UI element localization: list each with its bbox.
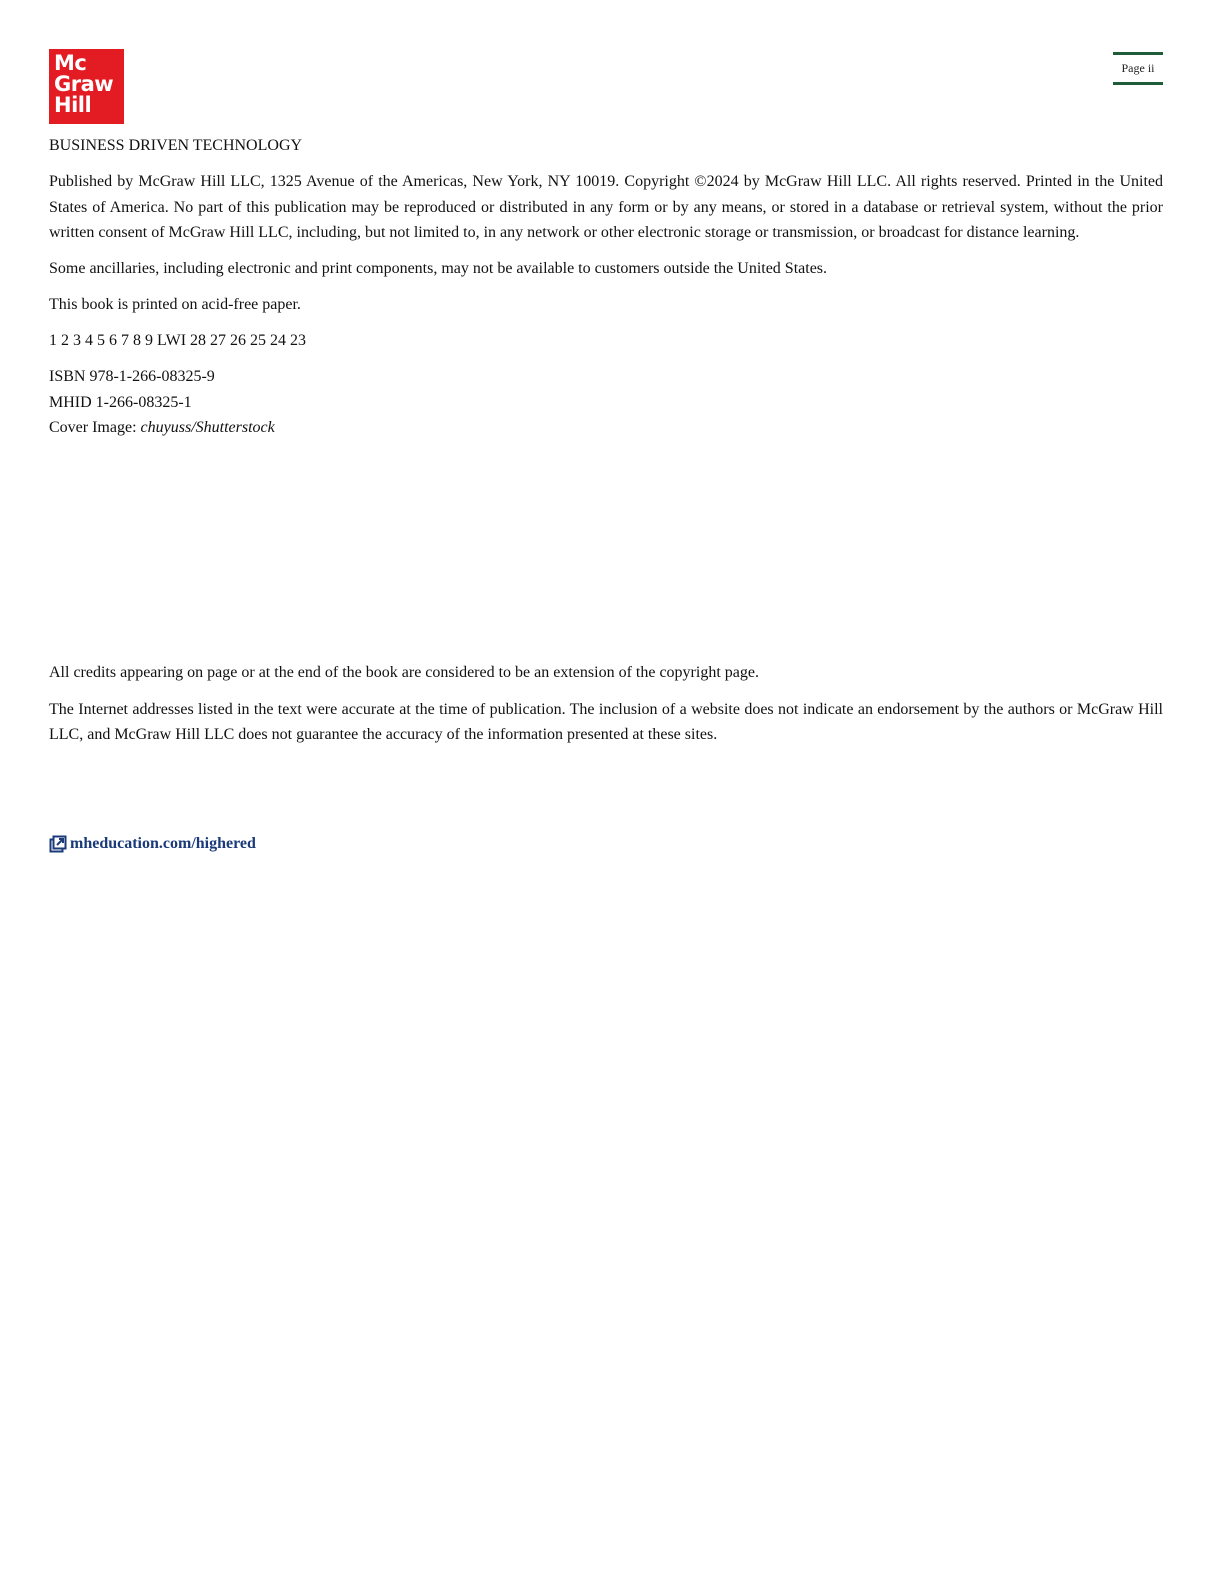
logo-line-3: Hill xyxy=(54,93,92,117)
website-link[interactable]: mheducation.com/highered xyxy=(70,835,256,852)
mhid: MHID 1-266-08325-1 xyxy=(49,393,192,411)
copyright-content xyxy=(49,133,1163,441)
logo-line-1: Mc xyxy=(54,51,87,75)
credits-note: All credits appearing on page or at the end of the book are considered to be an extension of the copyright page. xyxy=(49,664,759,681)
website-link-row[interactable] xyxy=(49,832,256,856)
logo-line-2: Graw xyxy=(54,72,114,96)
cover-image-credit: chuyuss/Shutterstock xyxy=(140,419,275,436)
print-line: 1 2 3 4 5 6 7 8 9 LWI 28 27 26 25 24 23 xyxy=(49,332,307,349)
isbn: ISBN 978-1-266-08325-9 xyxy=(49,368,215,385)
ancillaries-note: Some ancillaries, including electronic and print components, may not be available to customers outside the United States. xyxy=(49,260,828,277)
page-number-marker: Page ii xyxy=(1113,52,1163,85)
internet-note: The Internet addresses listed in the text were accurate at the time of publication. The inclusion of a website does not indicate an endorsement by the authors or McGraw Hill LLC, and McGraw Hill LLC does not guarantee the accuracy of the information presented at these sites. xyxy=(49,700,1163,743)
identifiers-block xyxy=(49,364,1163,441)
paper-note: This book is printed on acid-free paper. xyxy=(49,296,301,313)
cover-image-line xyxy=(49,415,1163,441)
mcgraw-hill-logo xyxy=(49,49,124,124)
cover-image-label: Cover Image: xyxy=(49,419,141,436)
book-title: BUSINESS DRIVEN TECHNOLOGY xyxy=(49,137,303,154)
copyright-notes xyxy=(49,660,1163,759)
external-link-icon xyxy=(49,835,67,853)
publisher-paragraph: Published by McGraw Hill LLC, 1325 Avenue of the Americas, New York, NY 10019. Copyright ©2024 by McGraw Hill LLC. All rights reserved. Printed in the United States of America. No part of this publication may be reproduced or distributed in any form or by any means, or stored in a database or retrieval system, without the prior written consent of McGraw Hill LLC, including, but not limited to, in any network or other electronic storage or transmission, or broadcast for distance learning. xyxy=(49,173,1163,241)
